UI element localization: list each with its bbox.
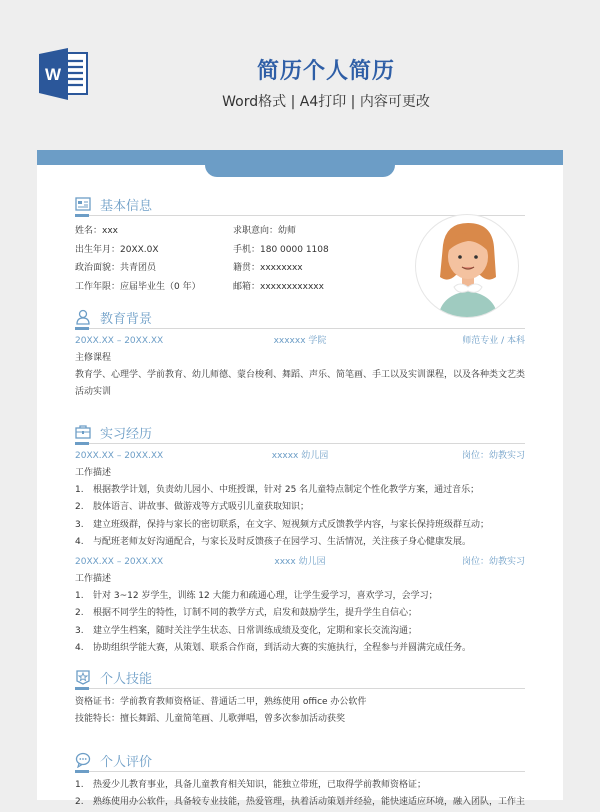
- education-school: xxxxxx 学院: [273, 336, 327, 346]
- section-header: [75, 307, 525, 329]
- briefcase-icon: [75, 424, 91, 440]
- info-political: 政治面貌：共青团员: [75, 263, 157, 273]
- page-subtitle: Word格式 | A4打印 | 内容可更改: [222, 94, 430, 110]
- skill-line: 资格证书：学前教育教师资格证、普通话二甲，熟练使用 office 办公软件: [75, 697, 367, 707]
- section-education: [75, 307, 525, 401]
- list-item: 4. 协助组织学能大赛，从策划、联系合作商，到活动大赛的实施执行，全程参与并圆满完成任务。: [75, 643, 472, 654]
- job-row: 20XX.XX – 20XX.XX xxxxx 幼儿园 岗位：幼教实习: [75, 451, 525, 461]
- resume-page: [37, 150, 563, 808]
- job-duties: [75, 588, 525, 657]
- courses-label: 主修课程: [75, 353, 112, 363]
- skill-line: 技能特长：擅长舞蹈、儿童简笔画、儿歌弹唱，曾多次参加活动获奖: [75, 714, 346, 724]
- info-hometown: 籍贯：xxxxxxxx: [233, 263, 303, 273]
- section-title: 个人评价: [100, 755, 153, 770]
- section-header: [75, 194, 525, 216]
- info-birth: 出生年月：20XX.0X: [75, 244, 159, 255]
- list-item: 1. 根据教学计划，负责幼儿园小、中班授课，针对 25 名儿童特点制定个性化教学方案，通过音乐；: [75, 485, 480, 495]
- desc-label: 工作描述: [75, 574, 112, 585]
- education-major: 师范专业 / 本科: [462, 336, 525, 346]
- user-icon: [75, 309, 91, 325]
- courses-text: 教育学、心理学、学前教育、幼儿师德、蒙台梭利、舞蹈、声乐、简笔画、手工以及实训课程，以及各种类文艺类活动实训: [75, 370, 526, 397]
- list-item: 3. 建立班级群，保持与家长的密切联系，在文字、短视频方式反馈教学内容，与家长保持班级群互动；: [75, 519, 490, 530]
- list-item: 2. 肢体语言、讲故事、做游戏等方式吸引儿童获取知识；: [75, 502, 310, 513]
- page-title: 简历个人简历: [256, 59, 395, 84]
- list-item: 2. 熟练使用办公软件，具备较专业技能，热爱管理，执着活动策划并经验，能快速适应环境，融入团队，工作主: [75, 797, 526, 808]
- desc-label: 工作描述: [75, 468, 112, 478]
- list-item: 1. 针对 3~12 岁学生，训练 12 大能力和疏通心理，让学生爱学习，喜欢学习，会学习；: [75, 591, 438, 602]
- evaluation-list: [75, 777, 525, 812]
- section-header: [75, 750, 525, 772]
- header-band: [37, 150, 563, 165]
- section-title: 教育背景: [100, 312, 153, 327]
- section-internship: [75, 422, 525, 657]
- section-title: 基本信息: [100, 199, 153, 214]
- info-phone: 手机：180 0000 1108: [233, 244, 329, 255]
- section-title: 个人技能: [100, 672, 153, 687]
- job-duties: [75, 482, 525, 551]
- avatar: [415, 214, 519, 318]
- info-experience: 工作年限：应届毕业生（0 年）: [75, 281, 201, 292]
- header-tab: [205, 164, 395, 177]
- section-evaluation: [75, 750, 525, 812]
- id-card-icon: [75, 196, 91, 212]
- section-header: [75, 667, 525, 689]
- info-objective: 求职意向：幼师: [233, 226, 297, 236]
- info-name: 姓名：xxx: [75, 226, 118, 236]
- chat-bubble-icon: [75, 752, 91, 768]
- list-item: 1. 热爱少儿教育事业，具备儿童教育相关知识，能独立带班，已取得学前教师资格证；: [75, 780, 427, 790]
- svg-text:W: W: [44, 65, 62, 84]
- star-badge-icon: [75, 669, 91, 685]
- section-header: [75, 422, 525, 444]
- list-item: 4. 与配班老师友好沟通配合，与家长及时反馈孩子在园学习、生活情况，关注孩子身心健康发展。: [75, 536, 472, 547]
- list-item: 3. 建立学生档案，随时关注学生状态、日常训练成绩及变化，定期和家长交流沟通；: [75, 625, 418, 636]
- job-row: 20XX.XX – 20XX.XX xxxx 幼儿园 岗位：幼教实习: [75, 557, 525, 568]
- section-title: 实习经历: [100, 427, 153, 442]
- avatar-illustration-icon: [416, 215, 519, 318]
- education-period: 20XX.XX – 20XX.XX: [75, 336, 164, 346]
- list-item: 2. 根据不同学生的特性，订制不同的教学方式，启发和鼓励学生，提升学生自信心；: [75, 608, 418, 619]
- info-email: 邮箱：xxxxxxxxxxxx: [233, 281, 324, 292]
- education-row: [75, 333, 525, 350]
- section-skills: [75, 667, 525, 728]
